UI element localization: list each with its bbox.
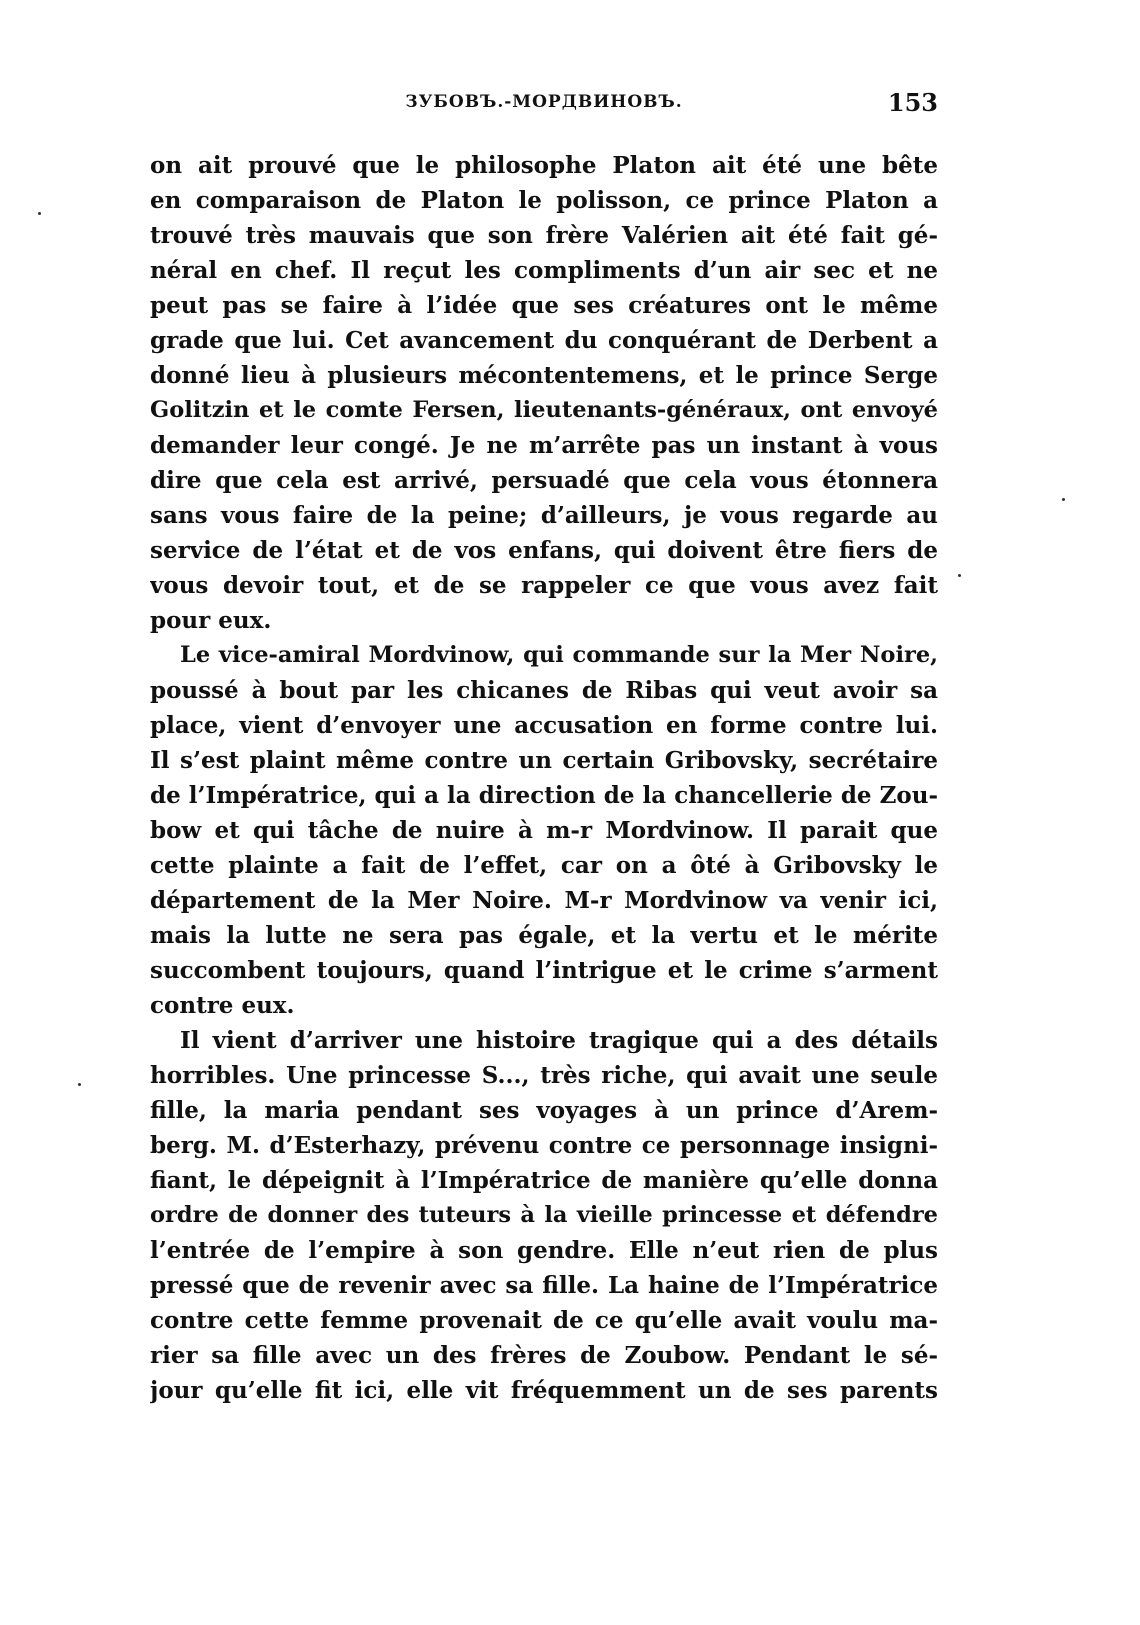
margin-speck bbox=[78, 1083, 81, 1086]
text-line: Golitzin et le comte Fersen, lieutenants-généraux, ont envoyé bbox=[150, 397, 938, 423]
text-line: pour eux. bbox=[150, 607, 272, 634]
text-line: peut pas se faire à l’idée que ses créatures ont le même bbox=[150, 292, 938, 319]
page-number: 153 bbox=[887, 88, 938, 117]
paragraph bbox=[150, 148, 938, 638]
text-line: pressé que de revenir avec sa fille. La haine de l’Impératrice bbox=[150, 1272, 938, 1299]
text-line: cette plainte a fait de l’effet, car on a ôté à Gribovsky le bbox=[150, 852, 938, 879]
text-line: de l’Impératrice, qui a la direction de la chancellerie de Zou- bbox=[150, 782, 938, 809]
body-text bbox=[150, 148, 938, 1408]
text-line: vous devoir tout, et de se rappeler ce que vous avez fait bbox=[150, 572, 938, 599]
text-line: dire que cela est arrivé, persuadé que cela vous étonnera bbox=[150, 467, 938, 494]
text-line: sans vous faire de la peine; d’ailleurs, je vous regarde au bbox=[150, 502, 938, 529]
text-line: en comparaison de Platon le polisson, ce prince Platon a bbox=[150, 187, 938, 214]
text-line: grade que lui. Cet avancement du conquérant de Derbent a bbox=[150, 327, 938, 354]
text-line: fille, la maria pendant ses voyages à un prince d’Arem- bbox=[150, 1097, 938, 1124]
text-line: place, vient d’envoyer une accusation en forme contre lui. bbox=[150, 712, 938, 739]
text-line: fiant, le dépeignit à l’Impératrice de manière qu’elle donna bbox=[150, 1167, 938, 1194]
running-head: ЗУБОВЪ.-МОРДВИНОВЪ. bbox=[405, 92, 683, 112]
text-line: donné lieu à plusieurs mécontentemens, et le prince Serge bbox=[150, 362, 938, 389]
text-line: ordre de donner des tuteurs à la vieille princesse et défendre bbox=[150, 1202, 938, 1228]
margin-speck bbox=[1062, 498, 1065, 501]
margin-speck bbox=[958, 574, 961, 577]
text-line: service de l’état et de vos enfans, qui doivent être fiers de bbox=[150, 537, 938, 564]
text-line: horribles. Une princesse S..., très riche, qui avait une seule bbox=[150, 1062, 938, 1089]
text-line: Il s’est plaint même contre un certain Gribovsky, secrétaire bbox=[150, 747, 938, 774]
text-line: l’entrée de l’empire à son gendre. Elle n’eut rien de plus bbox=[150, 1237, 938, 1264]
text-line: Il vient d’arriver une histoire tragique qui a des détails bbox=[180, 1027, 938, 1054]
margin-speck bbox=[38, 212, 41, 215]
paragraph bbox=[150, 1023, 938, 1408]
text-line: bow et qui tâche de nuire à m-r Mordvinow. Il parait que bbox=[150, 817, 938, 844]
text-line: néral en chef. Il reçut les compliments d’un air sec et ne bbox=[150, 257, 938, 284]
text-line: département de la Mer Noire. M-r Mordvinow va venir ici, bbox=[150, 887, 938, 914]
text-line: contre eux. bbox=[150, 992, 295, 1019]
text-line: berg. M. d’Esterhazy, prévenu contre ce personnage insigni- bbox=[150, 1132, 938, 1159]
text-line: rier sa fille avec un des frères de Zoubow. Pendant le sé- bbox=[150, 1342, 938, 1369]
text-line: mais la lutte ne sera pas égale, et la vertu et le mérite bbox=[150, 922, 938, 949]
text-line: contre cette femme provenait de ce qu’elle avait voulu ma- bbox=[150, 1307, 938, 1334]
text-line: Le vice-amiral Mordvinow, qui commande sur la Mer Noire, bbox=[180, 642, 938, 668]
paragraph bbox=[150, 638, 938, 1023]
text-line: trouvé très mauvais que son frère Valérien ait été fait gé- bbox=[150, 222, 938, 249]
text-line: demander leur congé. Je ne m’arrête pas un instant à vous bbox=[150, 432, 938, 459]
text-line: poussé à bout par les chicanes de Ribas qui veut avoir sa bbox=[150, 677, 938, 704]
text-line: on ait prouvé que le philosophe Platon ait été une bête bbox=[150, 152, 938, 179]
text-line: jour qu’elle fit ici, elle vit fréquemment un de ses parents bbox=[150, 1377, 938, 1404]
page-header bbox=[150, 88, 938, 118]
text-line: succombent toujours, quand l’intrigue et le crime s’arment bbox=[150, 957, 938, 984]
